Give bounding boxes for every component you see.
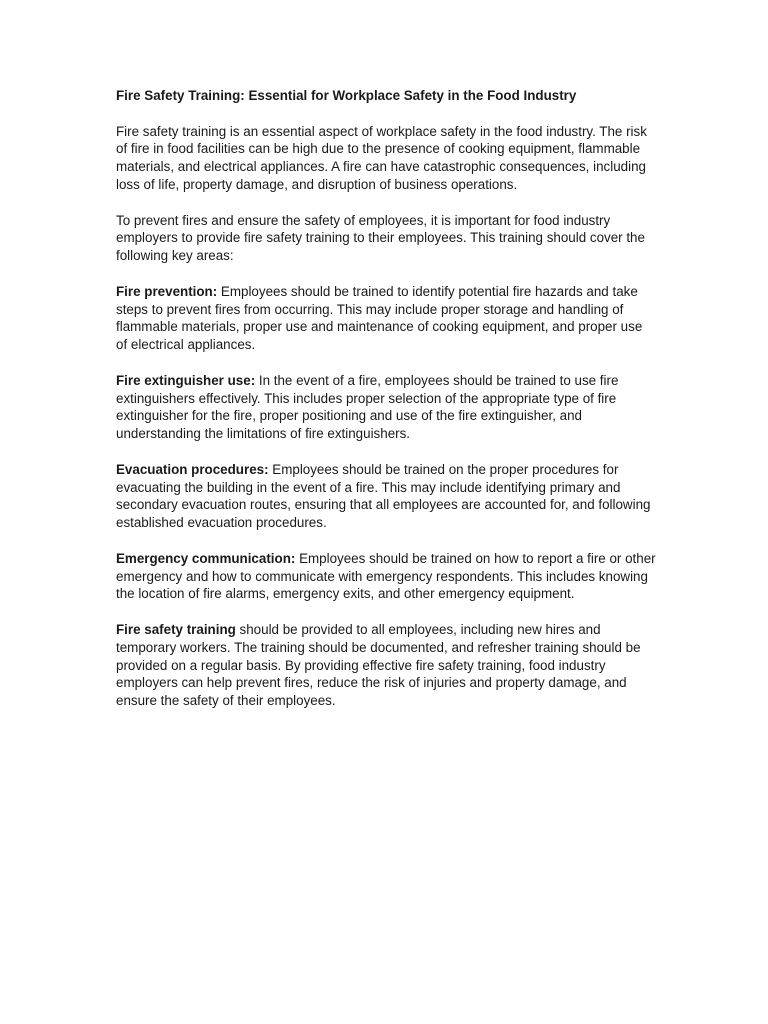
section-body: Employees should be trained to identify potential fire hazards and take steps to prevent fires from occurring. This may include proper storage and handling of flammable materials, proper use and maintenance of cooking equipment, and proper use of electrical appliances. xyxy=(116,283,643,353)
intro-paragraph: Fire safety training is an essential aspect of workplace safety in the food industry. The risk of fire in food facilities can be high due to the presence of cooking equipment, flammable materials, and electrical appliances. A fire can have catastrophic consequences, including loss of life, property damage, and disruption of business operations. xyxy=(116,123,647,192)
section-body: In the event of a fire, employees should be trained to use fire extinguishers effectively. This includes proper selection of the appropriate type of fire extinguisher for the fire, proper positioning and use of the fire extinguisher, and understanding the limitations of fire extinguishers. xyxy=(116,372,619,442)
section-heading: Emergency communication: xyxy=(116,550,296,566)
section-fire-safety-training xyxy=(116,621,656,710)
section-fire-extinguisher-use xyxy=(116,372,656,443)
document-body xyxy=(116,87,656,728)
section-evacuation-procedures xyxy=(116,461,656,532)
section-heading: Fire prevention: xyxy=(116,283,218,299)
section-emergency-communication xyxy=(116,550,656,603)
section-body: should be provided to all employees, including new hires and temporary workers. The training should be documented, and refresher training should be provided on a regular basis. By providing effective fire safety training, food industry employers can help prevent fires, reduce the risk of injuries and property damage, and ensure the safety of their employees. xyxy=(116,621,641,709)
section-fire-prevention xyxy=(116,283,656,354)
section-body: Employees should be trained on the proper procedures for evacuating the building in the event of a fire. This may include identifying primary and secondary evacuation routes, ensuring that all employees are accounted for, and following established evacuation procedures. xyxy=(116,461,651,531)
section-body: Employees should be trained on how to report a fire or other emergency and how to communicate with emergency respondents. This includes knowing the location of fire alarms, emergency exits, and other emergency equipment. xyxy=(116,550,656,602)
document-title: Fire Safety Training: Essential for Workplace Safety in the Food Industry xyxy=(116,88,577,103)
section-heading: Fire safety training xyxy=(116,621,236,637)
key-areas-paragraph: To prevent fires and ensure the safety of employees, it is important for food industry employers to provide fire safety training to their employees. This training should cover the following key areas: xyxy=(116,212,645,264)
section-heading: Fire extinguisher use: xyxy=(116,372,256,388)
section-heading: Evacuation procedures: xyxy=(116,461,269,477)
